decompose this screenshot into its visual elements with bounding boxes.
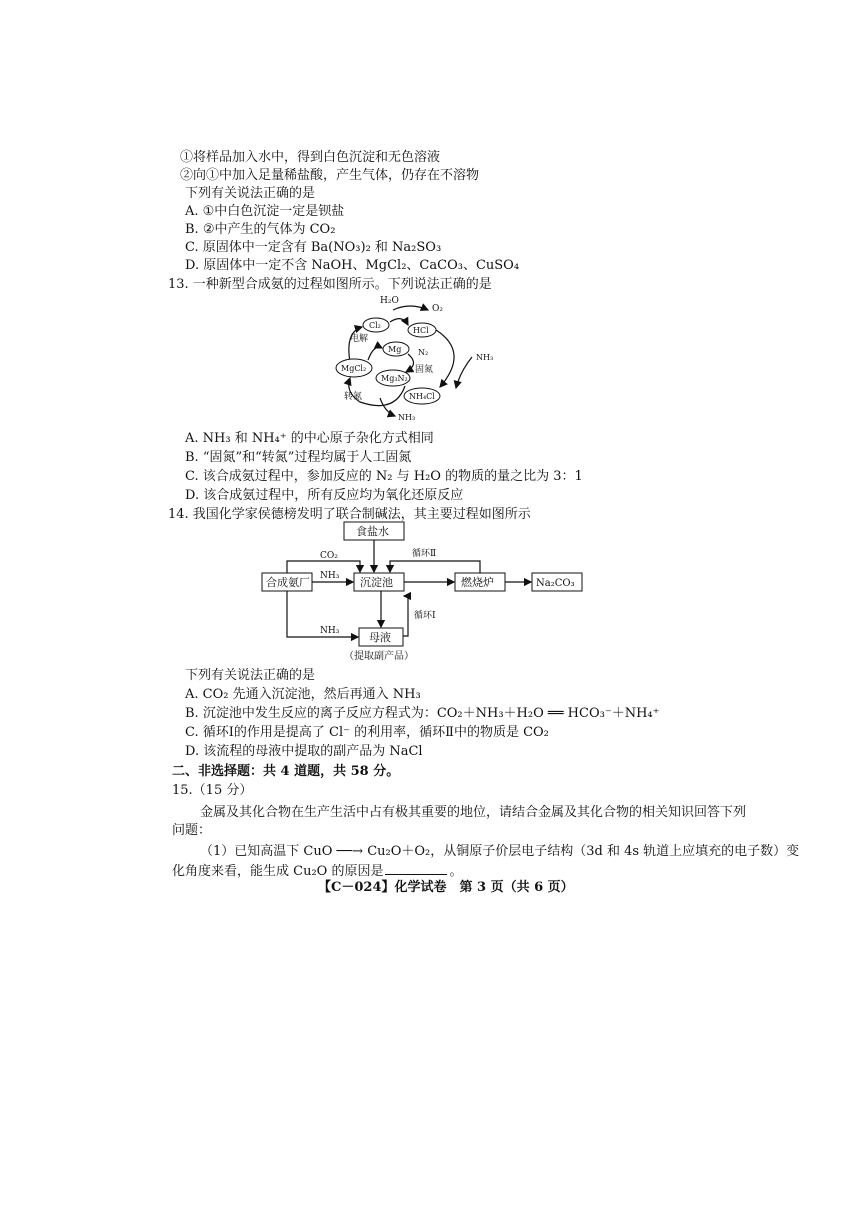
q15-sub1-text: 化角度来看，能生成 Cu₂O 的原因是 bbox=[172, 864, 384, 879]
q12-step2: ②向①中加入足量稀盐酸，产生气体，仍存在不溶物 bbox=[180, 168, 480, 183]
q13-option-b: B. “固氮”和“转氮”过程均属于人工固氮 bbox=[185, 450, 412, 465]
q14-option-a: A. CO₂ 先通入沉淀池，然后再通入 NH₃ bbox=[185, 687, 421, 702]
mother-liquor-label: 母液 bbox=[369, 631, 391, 644]
mg3n2-label: Mg₃N₂ bbox=[381, 374, 408, 383]
q13-stem: 13. 一种新型合成氨的过程如图所示。下列说法正确的是 bbox=[168, 277, 492, 292]
q13-option-a: A. NH₃ 和 NH₄⁺ 的中心原子杂化方式相同 bbox=[185, 431, 434, 446]
nh4cl-label: NH₄Cl bbox=[409, 392, 435, 401]
byproduct-label: （提取副产品） bbox=[344, 651, 414, 662]
q15-sub1-line2 bbox=[172, 862, 462, 880]
h2o-to-o2-arrow bbox=[393, 306, 428, 310]
mgcl2-label: MgCl₂ bbox=[341, 364, 367, 373]
nh3-bottom-label: NH₃ bbox=[398, 413, 416, 422]
q13-option-d: D. 该合成氨过程中，所有反应均为氧化还原反应 bbox=[185, 488, 464, 503]
section2-header: 二、非选择题：共 4 道题，共 58 分。 bbox=[172, 764, 400, 779]
q15-sub1-end: 。 bbox=[449, 864, 463, 879]
fixation-arrow bbox=[406, 354, 414, 372]
nh3-right-label: NH₃ bbox=[476, 353, 494, 362]
co2-label: CO₂ bbox=[320, 551, 338, 561]
cl2-to-hcl-arrow bbox=[390, 319, 408, 325]
mgcl2-to-mg-arrow bbox=[368, 347, 382, 360]
ammonia-cycle-diagram bbox=[0, 292, 860, 432]
cycle2-arrow bbox=[390, 561, 480, 573]
ammonia-plant-label: 合成氨厂 bbox=[266, 576, 310, 589]
q12-option-a: A. ①中白色沉淀一定是钡盐 bbox=[185, 204, 345, 219]
q12-option-d: D. 原固体中一定不含 NaOH、MgCl₂、CaCO₃、CuSO₄ bbox=[185, 258, 520, 273]
q14-option-c: C. 循环Ⅰ的作用是提高了 Cl⁻ 的利用率，循环Ⅱ中的物质是 CO₂ bbox=[185, 725, 549, 740]
cl2-label: Cl₂ bbox=[369, 321, 381, 330]
q12-option-c: C. 原固体中一定含有 Ba(NO₃)₂ 和 Na₂SO₃ bbox=[185, 240, 442, 255]
electrolysis-arc bbox=[349, 327, 362, 362]
q14-prompt: 下列有关说法正确的是 bbox=[185, 668, 316, 683]
o2-label: O₂ bbox=[432, 304, 443, 314]
hcl-to-nh4cl-arc bbox=[436, 330, 454, 387]
q12-prompt: 下列有关说法正确的是 bbox=[185, 186, 316, 201]
nh3-output-arrow bbox=[380, 398, 395, 416]
q12-option-b: B. ②中产生的气体为 CO₂ bbox=[185, 222, 336, 237]
mg-label: Mg bbox=[388, 345, 402, 354]
n2-label: N₂ bbox=[418, 348, 429, 357]
cycle1-arrow bbox=[403, 596, 408, 636]
salt-water-label: 食盐水 bbox=[356, 525, 389, 538]
q15-intro-line1: 金属及其化合物在生产生活中占有极其重要的地位，请结合金属及其化合物的相关知识回答下列 bbox=[200, 805, 747, 820]
q15-intro-line2: 问题： bbox=[172, 823, 212, 838]
furnace-label: 燃烧炉 bbox=[461, 576, 494, 589]
precip-tank-label: 沉淀池 bbox=[360, 576, 393, 589]
cycle2-label: 循环Ⅱ bbox=[412, 549, 437, 559]
na2co3-label: Na₂CO₃ bbox=[536, 578, 575, 589]
hcl-label: HCl bbox=[413, 326, 429, 335]
zhuandan-label: 转氮 bbox=[344, 392, 363, 402]
q15-header: 15.（15 分） bbox=[172, 783, 253, 798]
q13-option-c: C. 该合成氨过程中，参加反应的 N₂ 与 H₂O 的物质的量之比为 3：1 bbox=[185, 469, 583, 484]
answer-blank[interactable] bbox=[385, 862, 447, 875]
dianjie-label: 电解 bbox=[350, 334, 369, 344]
q14-option-b: B. 沉淀池中发生反应的离子反应方程式为：CO₂＋NH₃＋H₂O ══ HCO₃⁻＋NH₄⁺ bbox=[185, 706, 660, 721]
q14-stem: 14. 我国化学家侯德榜发明了联合制碱法，其主要过程如图所示 bbox=[168, 507, 531, 522]
nh3-b-label: NH₃ bbox=[320, 626, 340, 636]
cycle1-label: 循环Ⅰ bbox=[414, 611, 436, 621]
gudan-label: 固氮 bbox=[415, 365, 434, 375]
q14-option-d: D. 该流程的母液中提取的副产品为 NaCl bbox=[185, 744, 423, 759]
q15-sub1-line1: （1）已知高温下 CuO ──→ Cu₂O＋O₂，从铜原子价层电子结构（3d 和 4s 轨道上应填充的电子数）变 bbox=[200, 844, 800, 859]
nh3-input-arrow bbox=[456, 357, 472, 388]
q12-step1: ①将样品加入水中，得到白色沉淀和无色溶液 bbox=[180, 150, 441, 165]
h2o-label: H₂O bbox=[380, 296, 399, 306]
solvay-flow-diagram bbox=[0, 518, 860, 663]
page-footer: 【C－024】化学试卷 第 3 页（共 6 页） bbox=[318, 880, 574, 895]
nh3-a-label: NH₃ bbox=[320, 571, 340, 581]
